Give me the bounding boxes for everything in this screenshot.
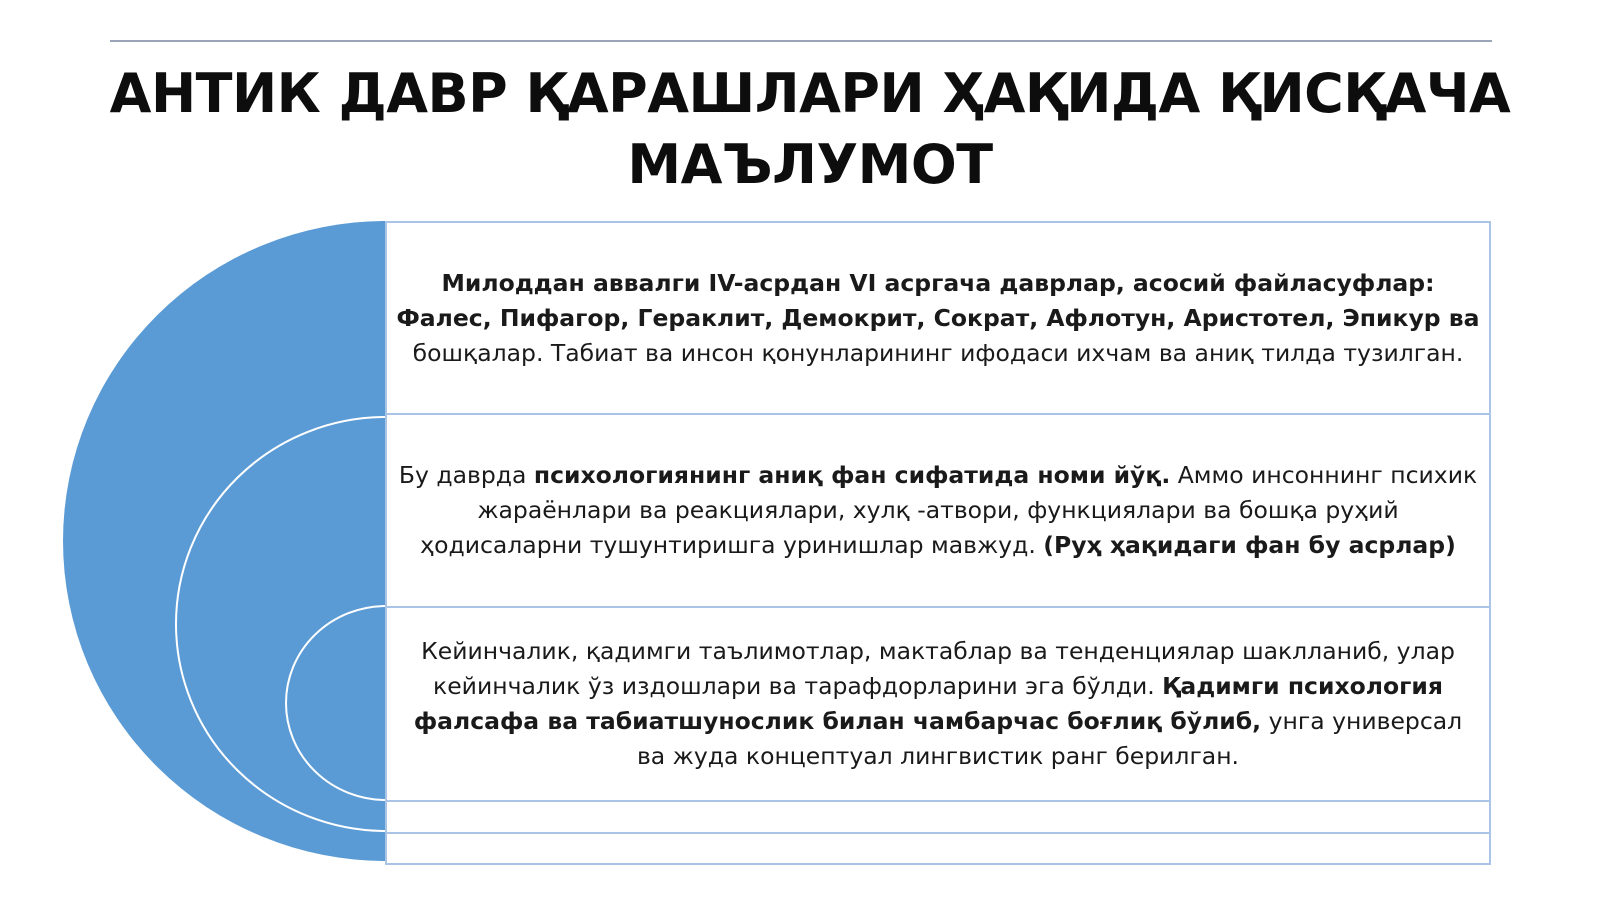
panel-3-regular-1: Кейинчалик, қадимги таълимотлар, мактаблар ва тенденциялар шаклланиб, улар кейинчалик ўз издошлари ва тарафдорларини эга бўлди.: [421, 637, 1455, 700]
panel-3-bold-1: Қадимги психология фалсафа ва табиатшунослик билан чамбарчас боғлиқ бўлиб,: [413, 672, 1443, 735]
panel-2-bold-1: психологиянинг аниқ фан сифатида номи йўқ.: [533, 460, 1171, 489]
slide-title-line-2: МАЪЛУМОТ: [627, 133, 993, 196]
info-panel-1: [386, 222, 1490, 414]
panel-2-regular-2: Аммо инсоннинг психик жараёнлари ва реакциялари, хулқ -атвори, функциялари ва бошқа руҳий ҳодисаларни тушунтиришга уринишлар мавжуд.: [420, 460, 1478, 559]
panel-3-regular-2: унга универсал ва жуда концептуал лингвистик ранг берилган.: [636, 707, 1463, 770]
panel-1-regular: бошқалар. Табиат ва инсон қонунларининг ифодаси ихчам ва аниқ тилда тузилган.: [412, 338, 1464, 367]
panel-2-text: [396, 458, 1480, 563]
info-panel-2: [386, 414, 1490, 606]
panel-3-text: [396, 634, 1480, 774]
panel-2-bold-2: (Руҳ ҳақидаги фан бу асрлар): [1043, 530, 1456, 559]
slide-title-line-1: АНТИК ДАВР ҚАРАШЛАРИ ҲАҚИДА ҚИСҚАЧА: [109, 62, 1511, 125]
panel-2-regular-1: Бу даврда: [398, 460, 534, 489]
panel-1-text: [396, 266, 1480, 371]
info-panel-3: [386, 607, 1490, 801]
panel-1-bold: Милоддан аввалги IV-асрдан VI асргача даврлар, асосий файласуфлар: Фалес, Пифагор, Гераклит, Демокрит, Сократ, Афлотун, Аристотел, Эпикур ва: [396, 268, 1480, 332]
